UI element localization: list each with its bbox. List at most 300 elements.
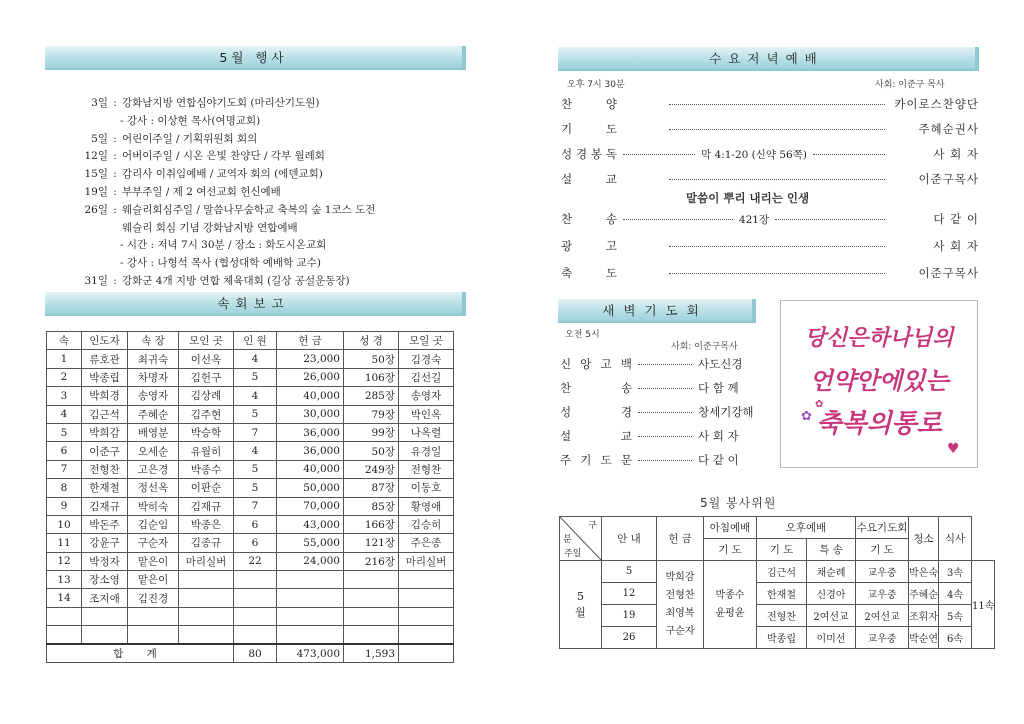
dawn-label — [560, 428, 632, 444]
report-cell — [179, 571, 234, 589]
report-cell: 마리실버 — [399, 552, 454, 570]
table-row — [560, 583, 995, 605]
cleaning-cell: 5속 — [939, 605, 972, 627]
report-cell — [277, 571, 344, 589]
service-item — [561, 121, 979, 137]
total-label: 합 계 — [47, 644, 234, 662]
event-row — [80, 166, 480, 184]
report-cell: 유경일 — [399, 442, 454, 460]
report-cell: 오세순 — [128, 442, 179, 460]
label-char: 기 — [580, 453, 592, 467]
event-text: 강화남지방 연합심야기도회 (마리산기도원) — [122, 97, 320, 109]
report-total-row — [47, 644, 454, 662]
report-cell: 24,000 — [277, 552, 344, 570]
event-row — [80, 131, 480, 149]
label-char: 백 — [620, 357, 632, 371]
flower-icon: ✿ — [801, 409, 812, 424]
service-item — [561, 211, 979, 227]
calligraphy-line: 축복의통로 — [816, 409, 942, 439]
report-header-cell: 성 경 — [344, 332, 399, 350]
report-cell: 한재철 — [82, 479, 128, 497]
label-char: 경 — [575, 147, 588, 161]
volunteer-title: 5월 봉사위원 — [700, 496, 777, 510]
report-header-cell: 모인 곳 — [179, 332, 234, 350]
heart-icon: ♥ — [947, 441, 960, 457]
event-subline: - 강사 : 나형석 목사 (협성대학 예배학 교수) — [120, 257, 321, 270]
dawn-value: 다 함 께 — [698, 381, 739, 395]
offering-name: 윤평윤 — [715, 607, 745, 619]
morning-prayer-header: 기 도 — [704, 539, 757, 561]
leader-dots — [669, 179, 885, 180]
report-cell: 박종은 — [179, 515, 234, 533]
service-value: 카이로스찬양단 — [894, 97, 979, 111]
report-cell: 3 — [47, 387, 82, 405]
report-cell: 10 — [47, 515, 82, 533]
report-cell: 14 — [47, 589, 82, 607]
special-song-cell: 2여선교 — [856, 605, 909, 627]
flower-icon: ✿ — [815, 399, 824, 410]
report-cell — [277, 607, 344, 625]
label-char: 광 — [561, 239, 573, 253]
corner-bottom-label: 주일 — [564, 549, 582, 559]
label-char: 기 — [561, 122, 573, 136]
report-header-cell: 인 원 — [234, 332, 277, 350]
afternoon-prayer-cell: 2여선교 — [807, 605, 856, 627]
wednesday-prayer-cell: 조휘자 — [909, 605, 939, 627]
report-cell: 5 — [47, 423, 82, 441]
event-row — [80, 202, 480, 220]
dawn-host: 사회: 이준구목사 — [671, 342, 738, 352]
leader-dots — [669, 104, 885, 105]
report-cell — [47, 607, 82, 625]
report-cell — [179, 626, 234, 644]
report-cell — [234, 626, 277, 644]
label-char: 송 — [605, 212, 617, 226]
wednesday-host: 사회: 이준구 목사 — [875, 80, 945, 90]
label-char: 주 — [560, 453, 572, 467]
label-char: 도 — [605, 122, 617, 136]
report-cell: 유월히 — [179, 442, 234, 460]
event-row — [80, 95, 480, 113]
report-cell: 99장 — [344, 423, 399, 441]
service-item — [561, 171, 979, 187]
report-cell: 강윤구 — [82, 534, 128, 552]
report-cell: 박희감 — [82, 423, 128, 441]
dawn-item — [560, 404, 754, 420]
report-header-cell: 헌 금 — [277, 332, 344, 350]
report-cell — [234, 607, 277, 625]
report-cell: 22 — [234, 552, 277, 570]
report-cell: 4 — [47, 405, 82, 423]
report-cell: 55,000 — [277, 534, 344, 552]
event-text: 어린이주일 / 기획위원회 회의 — [122, 132, 258, 145]
afternoon-header: 오후예배 — [757, 517, 856, 539]
table-row — [47, 423, 454, 441]
report-header-cell: 속 장 — [128, 332, 179, 350]
service-value: 사 회 자 — [933, 147, 980, 161]
report-cell — [399, 571, 454, 589]
event-date: 3일 — [91, 97, 108, 109]
afternoon-prayer-cell: 채순례 — [807, 561, 856, 583]
service-label — [561, 238, 617, 254]
report-cell: 40,000 — [277, 460, 344, 478]
report-cell: 김상례 — [179, 387, 234, 405]
table-row — [560, 627, 995, 649]
offering-name: 박종수 — [715, 589, 745, 601]
label-char: 고 — [605, 239, 617, 253]
report-cell: 40,000 — [277, 387, 344, 405]
report-cell: 전형찬 — [82, 460, 128, 478]
report-cell: 4 — [234, 442, 277, 460]
report-cell: 4 — [234, 387, 277, 405]
report-cell: 36,000 — [277, 442, 344, 460]
event-separator: : — [113, 132, 117, 145]
report-cell: 김재규 — [179, 497, 234, 515]
table-row — [560, 605, 995, 627]
cleaning-cell: 3속 — [939, 561, 972, 583]
special-song-cell: 교우중 — [856, 561, 909, 583]
guide-name: 최영복 — [665, 607, 695, 619]
wednesday-header: 수요기도회 — [856, 517, 909, 539]
report-cell: 30,000 — [277, 405, 344, 423]
morning-prayer-cell: 김근석 — [757, 561, 807, 583]
meal-header: 식사 — [939, 517, 972, 561]
label-char: 신 — [560, 357, 572, 371]
report-cell — [399, 589, 454, 607]
dawn-label — [560, 380, 632, 396]
dawn-item — [560, 428, 739, 444]
morning-prayer-cell: 박종립 — [757, 627, 807, 649]
report-cell: 구순자 — [128, 534, 179, 552]
wednesday-time: 오후 7시 30분 — [567, 80, 625, 90]
report-cell: 43,000 — [277, 515, 344, 533]
report-cell: 79장 — [344, 405, 399, 423]
report-cell: 김재규 — [82, 497, 128, 515]
event-text: 부부주일 / 제 2 여선교회 헌신예배 — [122, 185, 281, 198]
report-cell — [128, 626, 179, 644]
report-cell: 마리실버 — [179, 552, 234, 570]
event-separator: : — [113, 274, 117, 287]
dawn-value: 사도신경 — [698, 357, 743, 371]
afternoon-prayer-header: 기 도 — [757, 539, 807, 561]
report-header-cell: 모일 곳 — [399, 332, 454, 350]
event-date: 31일 — [84, 274, 108, 287]
report-cell: 김종규 — [179, 534, 234, 552]
report-cell — [234, 571, 277, 589]
report-cell: 23,000 — [277, 350, 344, 368]
week-cell: 26 — [602, 627, 657, 649]
leader-dots — [669, 129, 885, 130]
volunteer-table — [559, 516, 995, 649]
table-row — [47, 534, 454, 552]
dawn-prayer-banner: 새벽기도회 — [558, 299, 756, 323]
report-cell: 50,000 — [277, 479, 344, 497]
table-row — [47, 626, 454, 644]
label-char: 송 — [620, 381, 632, 395]
label-char: 도 — [605, 266, 617, 280]
report-cell: 박돈주 — [82, 515, 128, 533]
report-cell: 이준구 — [82, 442, 128, 460]
report-banner: 속회보고 — [45, 292, 466, 316]
label-char: 축 — [561, 266, 573, 280]
service-item — [561, 96, 979, 112]
report-cell — [179, 607, 234, 625]
calligraphy-image — [780, 300, 978, 468]
meal-cell: 11속 — [972, 561, 995, 649]
event-date: 12일 — [84, 150, 108, 163]
report-cell: 정선옥 — [128, 479, 179, 497]
total-empty — [399, 644, 454, 662]
event-separator: : — [113, 168, 117, 181]
report-cell: 7 — [234, 497, 277, 515]
afternoon-prayer-cell: 이미선 — [807, 627, 856, 649]
report-cell: 13 — [47, 571, 82, 589]
report-cell: 박정자 — [82, 552, 128, 570]
cleaning-cell: 4속 — [939, 583, 972, 605]
leader-dots — [638, 412, 692, 413]
label-char: 교 — [605, 172, 617, 186]
report-cell: 차명자 — [128, 368, 179, 386]
leader-dots — [623, 154, 695, 155]
report-cell: 김주현 — [179, 405, 234, 423]
table-row — [47, 515, 454, 533]
event-row — [80, 148, 480, 166]
table-row — [47, 552, 454, 570]
cleaning-cell: 6속 — [939, 627, 972, 649]
report-cell: 249장 — [344, 460, 399, 478]
report-cell: 6 — [234, 515, 277, 533]
event-text: 어버이주일 / 시온 은빛 찬양단 / 각부 월례회 — [122, 150, 325, 163]
report-cell: 송영자 — [128, 387, 179, 405]
afternoon-prayer-cell: 신경아 — [807, 583, 856, 605]
report-cell: 26,000 — [277, 368, 344, 386]
report-cell: 김선길 — [399, 368, 454, 386]
report-cell: 2 — [47, 368, 82, 386]
event-row — [80, 184, 480, 202]
label-char: 도 — [600, 453, 612, 467]
special-song-cell: 교우중 — [856, 583, 909, 605]
report-cell — [277, 626, 344, 644]
report-cell: 이동호 — [399, 479, 454, 497]
report-cell: 주혜순 — [128, 405, 179, 423]
calligraphy-line: 당신은하나님의 — [804, 326, 954, 351]
guide-name: 구순자 — [665, 625, 695, 637]
report-cell — [344, 626, 399, 644]
special-song-header: 특 송 — [807, 539, 856, 561]
report-cell — [344, 607, 399, 625]
event-continuation: 웨슬리 회심 기념 강화남지방 연합예배 — [122, 221, 298, 234]
leader-dots — [669, 273, 885, 274]
service-label — [561, 146, 617, 162]
report-cell: 216장 — [344, 552, 399, 570]
report-cell: 121장 — [344, 534, 399, 552]
label-char: 설 — [560, 429, 572, 443]
label-char: 고 — [600, 357, 612, 371]
month-cell: 5 월 — [560, 561, 602, 649]
event-separator: : — [113, 150, 117, 163]
event-date: 15일 — [84, 168, 108, 181]
morning-header: 아침예배 — [704, 517, 757, 539]
morning-prayer-cell: 전형찬 — [757, 605, 807, 627]
report-cell — [179, 589, 234, 607]
cell-report-table — [46, 331, 454, 663]
table-row — [47, 387, 454, 405]
corner-cell — [560, 517, 602, 561]
report-cell — [128, 607, 179, 625]
report-cell: 박종수 — [179, 460, 234, 478]
report-cell: 5 — [234, 405, 277, 423]
event-date: 5일 — [91, 132, 108, 145]
report-cell: 고은경 — [128, 460, 179, 478]
leader-dots — [775, 219, 885, 220]
report-cell: 85장 — [344, 497, 399, 515]
leader-dots — [638, 364, 692, 365]
events-list — [80, 95, 480, 291]
report-cell: 이판순 — [179, 479, 234, 497]
event-separator: : — [113, 185, 117, 198]
wednesday-prayer-cell: 박은숙 — [909, 561, 939, 583]
report-cell: 1 — [47, 350, 82, 368]
report-cell: 황영애 — [399, 497, 454, 515]
event-text: 감리사 이취임예배 / 교역자 회의 (에덴교회) — [122, 168, 323, 181]
dawn-time: 오전 5시 — [565, 330, 600, 340]
wednesday-service-banner: 수요저녁예배 — [558, 47, 979, 71]
report-header-cell: 인도자 — [82, 332, 128, 350]
dawn-item — [560, 356, 742, 372]
dawn-item — [560, 452, 739, 468]
table-row — [47, 368, 454, 386]
service-item — [561, 265, 979, 281]
report-cell: 7 — [47, 460, 82, 478]
report-cell: 배영분 — [128, 423, 179, 441]
corner-top-label: 구 — [588, 521, 597, 531]
label-char: 문 — [620, 453, 632, 467]
report-cell — [399, 607, 454, 625]
leader-dots — [638, 436, 692, 437]
event-subline: - 시간 : 저녁 7시 30분 / 장소 : 화도시온교회 — [120, 239, 327, 252]
report-cell: 김헌구 — [179, 368, 234, 386]
table-row — [47, 350, 454, 368]
report-cell: 장소영 — [82, 571, 128, 589]
event-separator: : — [113, 97, 117, 109]
report-cell: 나옥렬 — [399, 423, 454, 441]
report-cell: 박승학 — [179, 423, 234, 441]
report-cell: 전형찬 — [399, 460, 454, 478]
report-cell: 6 — [47, 442, 82, 460]
report-cell: 류호관 — [82, 350, 128, 368]
report-cell: 285장 — [344, 387, 399, 405]
label-char: 경 — [620, 405, 632, 419]
report-cell: 5 — [234, 368, 277, 386]
service-value: 이준구목사 — [918, 266, 979, 280]
report-cell — [47, 626, 82, 644]
report-cell: 5 — [234, 479, 277, 497]
report-cell: 최귀숙 — [128, 350, 179, 368]
total-offering: 473,000 — [277, 644, 344, 662]
event-text: 강화군 4개 지방 연합 체육대회 (길상 공설운동장) — [122, 274, 350, 287]
report-cell: 12 — [47, 552, 82, 570]
wednesday-prayer-cell: 주혜순 — [909, 583, 939, 605]
morning-prayer-cell: 한재철 — [757, 583, 807, 605]
report-cell: 김진경 — [128, 589, 179, 607]
report-cell: 맡은이 — [128, 552, 179, 570]
report-cell: 김경숙 — [399, 350, 454, 368]
label-char: 설 — [561, 172, 573, 186]
service-item — [561, 146, 979, 162]
report-cell — [344, 571, 399, 589]
label-char: 찬 — [560, 381, 572, 395]
label-char: 찬 — [561, 97, 573, 111]
report-cell: 조지애 — [82, 589, 128, 607]
report-cell: 4 — [234, 350, 277, 368]
report-cell: 박히숙 — [128, 497, 179, 515]
report-cell: 50장 — [344, 350, 399, 368]
event-text: 웨슬리회심주일 / 말씀나무숲학교 축복의 숲 1코스 도전 — [122, 203, 376, 216]
service-item — [561, 238, 979, 254]
report-cell — [82, 626, 128, 644]
report-cell — [82, 607, 128, 625]
service-value: 이준구목사 — [918, 172, 979, 186]
report-cell: 이선옥 — [179, 350, 234, 368]
label-char: 독 — [605, 147, 617, 161]
leader-dots — [813, 154, 885, 155]
event-date: 26일 — [84, 203, 108, 216]
dawn-value: 창세기강해 — [698, 405, 754, 419]
label-char: 양 — [605, 97, 617, 111]
wednesday-prayer-header: 기 도 — [856, 539, 909, 561]
report-cell: 김순임 — [128, 515, 179, 533]
calligraphy-line: 언약안에있는 — [809, 367, 949, 395]
report-cell: 50장 — [344, 442, 399, 460]
report-cell: 106장 — [344, 368, 399, 386]
wednesday-prayer-cell: 박순연 — [909, 627, 939, 649]
events-banner: 5월 행사 — [45, 46, 466, 70]
label-char: 교 — [620, 429, 632, 443]
event-row — [80, 273, 480, 291]
label-char: 성 — [560, 405, 572, 419]
special-song-cell: 교우중 — [856, 627, 909, 649]
label-char: 봉 — [590, 147, 603, 161]
guide-cell — [657, 561, 704, 649]
table-row — [47, 497, 454, 515]
service-label — [561, 211, 617, 227]
event-subline: - 강사 : 이상현 목사(여명교회) — [120, 114, 261, 127]
report-cell: 주은종 — [399, 534, 454, 552]
report-cell: 박종립 — [82, 368, 128, 386]
guide-name: 박희감 — [665, 571, 695, 583]
report-cell: 9 — [47, 497, 82, 515]
service-value: 주혜순권사 — [918, 122, 979, 136]
week-cell: 5 — [602, 561, 657, 583]
service-value: 다 같 이 — [933, 212, 979, 226]
service-label — [561, 265, 617, 281]
service-label — [561, 121, 617, 137]
report-cell — [277, 589, 344, 607]
table-row — [47, 607, 454, 625]
service-label — [561, 96, 617, 112]
table-row — [47, 405, 454, 423]
label-char: 성 — [561, 147, 573, 161]
label-char: 찬 — [561, 212, 573, 226]
report-cell: 송영자 — [399, 387, 454, 405]
service-middle: 막 4:1-20 (신약 56쪽) — [701, 148, 807, 161]
offering-cell — [704, 561, 757, 649]
leader-dots — [638, 460, 692, 461]
report-cell: 김근석 — [82, 405, 128, 423]
report-header-cell: 속 — [47, 332, 82, 350]
event-separator: : — [113, 203, 117, 216]
dawn-label — [560, 452, 632, 468]
